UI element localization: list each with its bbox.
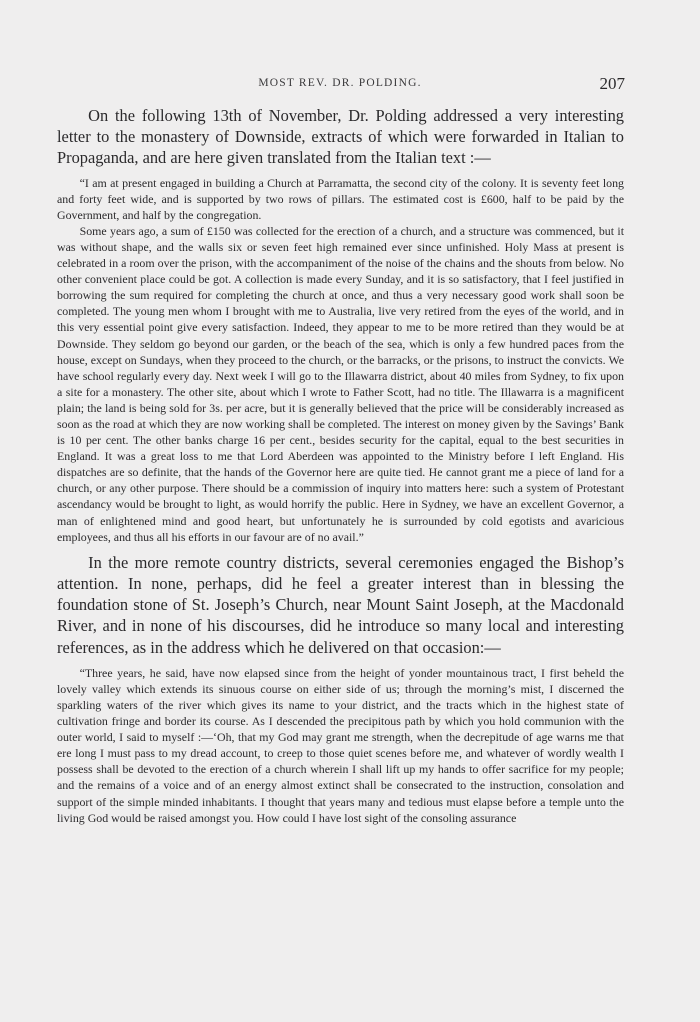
quote-letter-body: Some years ago, a sum of £150 was collected for the erection of a church, and a structure was commenced, but it was without shape, and the walls six or seven feet high remained ever since unfinished. Holy Mass at present is celebrated in a room over the prison, with the accompaniment of the noise of the chains and the shouts from below. No other convenient place could be got. A collection is made every Sunday, and it is so satisfactory, that I feel justified in borrowing the sum required for completing the church at once, and thus a very necessary good work shall soon be completed. The young men whom I brought with me to Australia, live very retired from the eyes of the world, and in this very essential point give every satisfaction. Indeed, they appear to me to be more retired than they would be at Downside. They seldom go beyond our garden, or the beach of the sea, which is only a few hundred paces from the house, except on Sundays, when they proceed to the church, or the barracks, or the prisons, to instruct the convicts. We have school regularly every day. Next week I will go to the Illawarra district, about 40 miles from Sydney, to fix upon a site for a monastery. The other site, about which I wrote to Father Scott, had no title. The Illawarra is a magnificent plain; the land is being sold for 3s. per acre, but it is generally believed that the price will be considerably increased as soon as the road at which they are now working shall be completed. The interest on money given by the Savings’ Bank is 10 per cent. The other banks charge 16 per cent., besides security for the capital, equal to the best securities in England. It was a great loss to me that Lord Aberdeen was appointed to the Ministry before I left England. His dispatches are so definite, that the hands of the Governor here are quite tied. He cannot grant me a piece of land for a church, or any other purpose. There should be a commission of inquiry into matters here: such a system of Protestant ascendancy would be brought to light, as would horrify the public. Here in Sydney, we have an excellent Governor, a man of enlightened mind and good heart, but unfortunately he is surrounded by cold egotists and avaricious employees, and thus all his efforts in our favour are of no avail.” (57, 223, 624, 544)
paragraph-intro: On the following 13th of November, Dr. Polding addressed a very interesting letter to the monastery of Downside, extracts of which were forwarded in Italian to Propaganda, and are here given translated from the Italian text :— (57, 106, 624, 168)
quote-letter-opening: “I am at present engaged in building a Church at Parramatta, the second city of the colony. It is seventy feet long and forty feet wide, and is supported by two rows of pillars. The estimated cost is £600, half to be paid by the Government, and half by the congregation. (57, 175, 624, 222)
running-head: MOST REV. DR. POLDING. (258, 77, 422, 89)
paragraph-country-districts: In the more remote country districts, several ceremonies engaged the Bishop’s attention. In none, perhaps, did he feel a greater interest than in blessing the foundation stone of St. Joseph’s Church, near Mount Saint Joseph, at the Macdonald River, and in none of his discourses, did he introduce so many local and interesting references, as in the address which he delivered on that occasion:— (57, 552, 624, 657)
page-body (57, 105, 624, 826)
page-number: 207 (599, 74, 625, 93)
quote-address: “Three years, he said, have now elapsed since from the height of yonder mountainous tract, I first beheld the lovely valley which extends its sinuous course on either side of us; through the morning’s mist, I discerned the sparkling waters of the river which gives its name to your district, and the tracts which in the highest state of cultivation fringe and border its course. As I descended the precipitous path by which you hold communion with the outer world, I said to myself :—‘Oh, that my God may grant me strength, when the decrepitude of age warns me that ere long I must pass to my dread account, to creep to those quiet scenes before me, and whatever of wordly wealth I possess shall be devoted to the erection of a church wherein I shall lift up my hands to offer sacrifice for my people; and the remains of a voice and of an energy almost extinct shall be consecrated to the instruction, consolation and support of the simple minded inhabitants. I thought that years many and tedious must elapse before a temple unto the living God would be raised amongst you. How could I have lost sight of the consoling assurance (57, 665, 624, 825)
page-header (55, 74, 625, 96)
